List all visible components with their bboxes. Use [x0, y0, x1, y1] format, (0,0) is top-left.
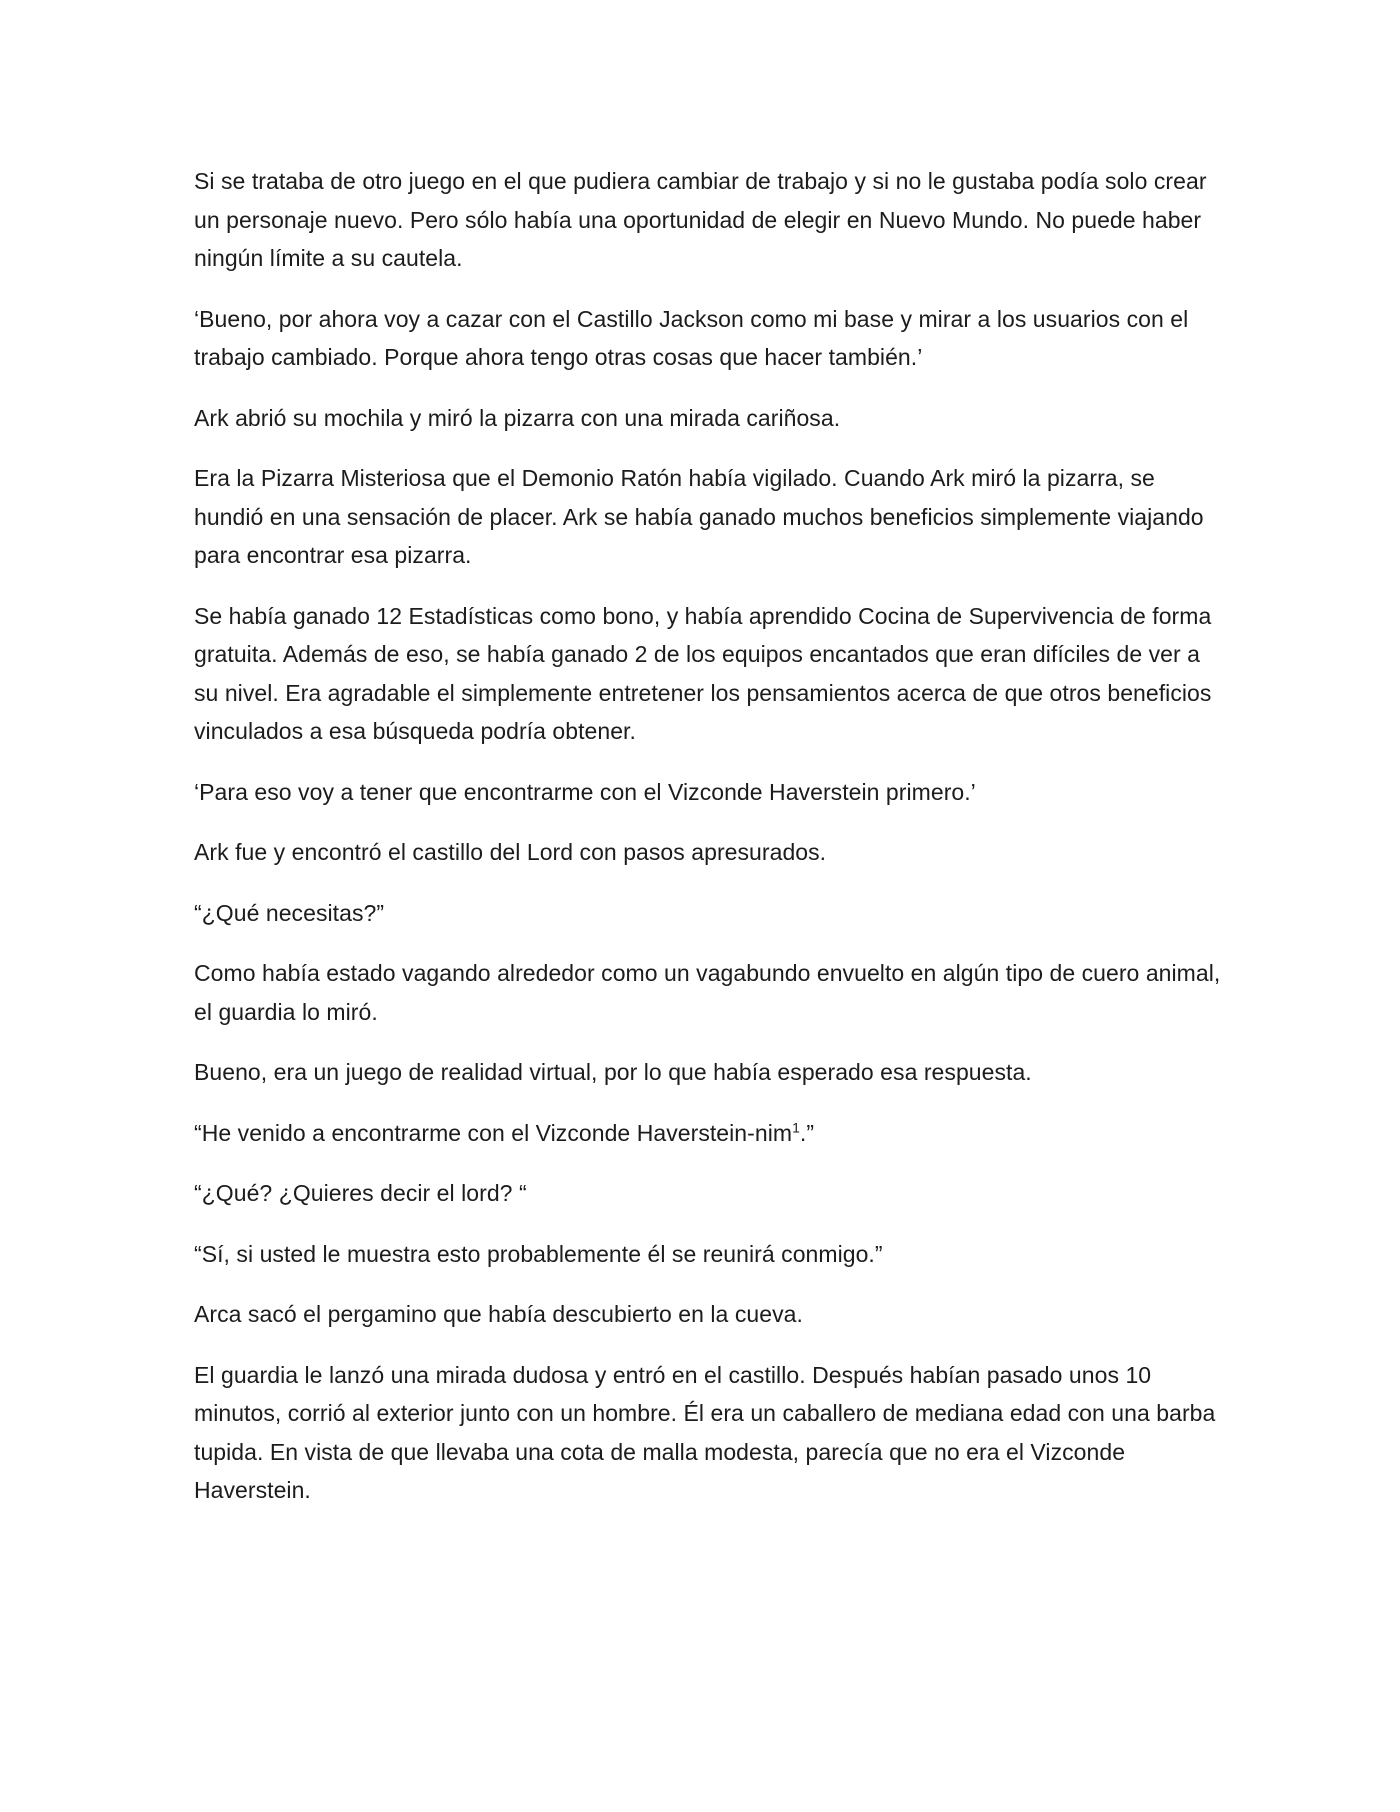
- paragraph-14: Arca sacó el pergamino que había descubierto en la cueva.: [194, 1301, 803, 1327]
- paragraph-3: Ark abrió su mochila y miró la pizarra con una mirada cariñosa.: [194, 404, 841, 431]
- footnote-marker: 1: [792, 1118, 800, 1135]
- paragraph-6: ‘Para eso voy a tener que encontrarme con el Vizconde Haverstein primero.’: [194, 778, 976, 805]
- paragraph-1: Si se trataba de otro juego en el que pudiera cambiar de trabajo y si no le gustaba podía solo crear un personaje nuevo. Pero sólo había una oportunidad de elegir en Nuevo Mundo. No puede haber ningún límite a su cautela.: [194, 168, 1207, 271]
- footnote-line-end: .”: [799, 1119, 815, 1146]
- paragraph-15: El guardia le lanzó una mirada dudosa y entró en el castillo. Después habían pasado unos 10 minutos, corrió al exterior junto con un hombre. Él era un caballero de mediana edad con una barba tupida. En vista de que llevaba una cota de malla modesta, parecía que no era el Vizconde Haverstein.: [194, 1361, 1216, 1503]
- paragraph-2: ‘Bueno, por ahora voy a cazar con el Castillo Jackson como mi base y mirar a los usuarios con el trabajo cambiado. Porque ahora tengo otras cosas que hacer también.’: [194, 305, 1189, 370]
- paragraph-10: Bueno, era un juego de realidad virtual, por lo que había esperado esa respuesta.: [194, 1059, 1032, 1085]
- paragraph-5: Se había ganado 12 Estadísticas como bono, y había aprendido Cocina de Supervivencia de forma gratuita. Además de eso, se había ganado 2 de los equipos encantados que eran difíciles de ver a su nivel. Era agradable el simplemente entretener los pensamientos acerca de que otros beneficios vinculados a esa búsqueda podría obtener.: [194, 602, 1212, 744]
- footnote-line-text: “He venido a encontrarme con el Vizconde Haverstein-nim: [194, 1119, 793, 1146]
- paragraph-13: “Sí, si usted le muestra esto probablemente él se reunirá conmigo.”: [194, 1240, 883, 1267]
- paragraph-12: “¿Qué? ¿Quieres decir el lord? “: [194, 1180, 527, 1206]
- paragraph-4: Era la Pizarra Misteriosa que el Demonio Ratón había vigilado. Cuando Ark miró la pizarra, se hundió en una sensación de placer. Ark se había ganado muchos beneficios simplemente viajando para encontrar esa pizarra.: [194, 465, 1204, 568]
- paragraph-7: Ark fue y encontró el castillo del Lord con pasos apresurados.: [194, 839, 827, 865]
- paragraph-8: “¿Qué necesitas?”: [194, 899, 385, 926]
- paragraph-11-with-footnote: [194, 1114, 1224, 1153]
- paragraph-9: Como había estado vagando alrededor como un vagabundo envuelto en algún tipo de cuero animal, el guardia lo miró.: [194, 960, 1221, 1025]
